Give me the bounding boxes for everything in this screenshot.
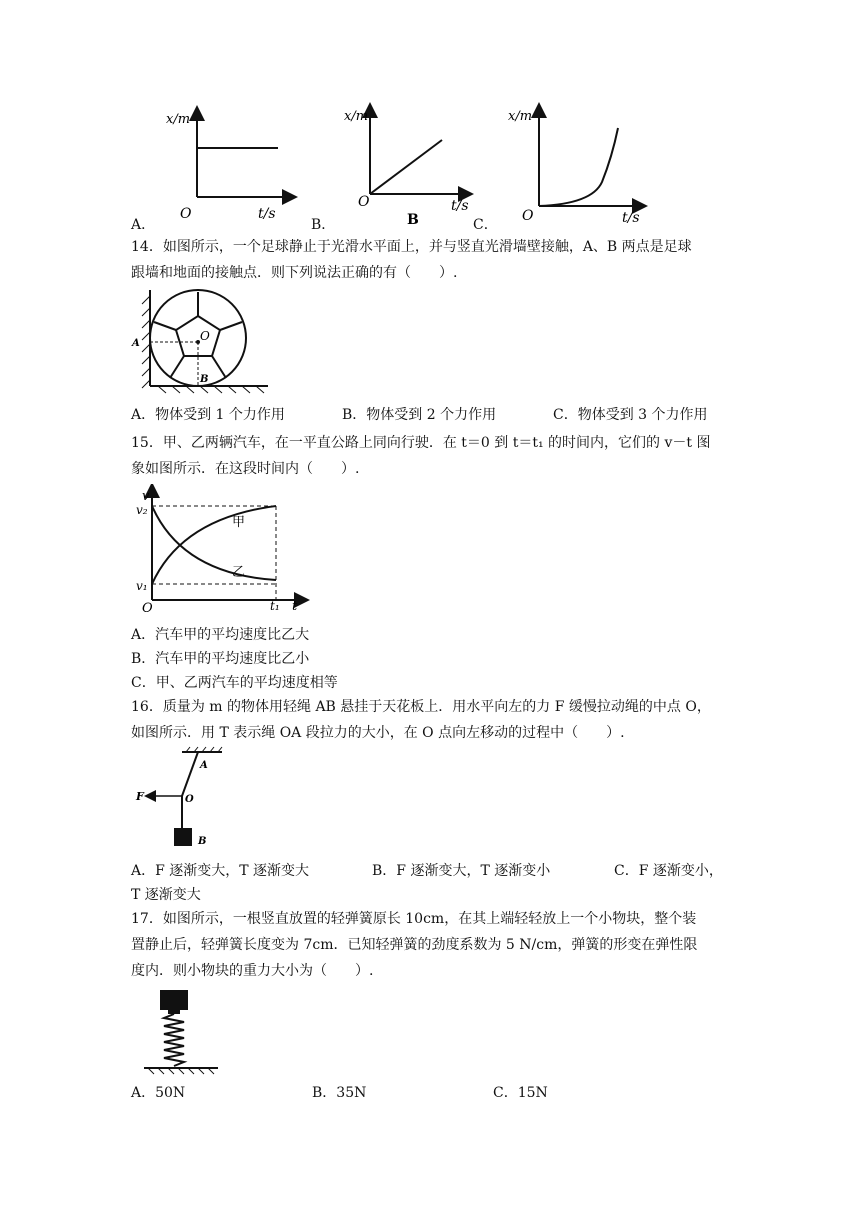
- q14-option-a[interactable]: A．物体受到 1 个力作用: [131, 407, 285, 423]
- q13-c-ylabel: x/m: [508, 109, 533, 124]
- q16-option-c[interactable]: C．F 逐渐变小，: [614, 863, 723, 879]
- q15-curve-jia: [152, 506, 276, 584]
- q16-figure-rope: [134, 746, 244, 852]
- q15-fig-v: v: [142, 489, 150, 504]
- q13-a-origin: O: [180, 206, 192, 222]
- q13-b-ylabel: x/m: [344, 109, 369, 124]
- q16-fig-a: A: [200, 760, 208, 771]
- q16-fig-o: O: [185, 794, 194, 805]
- q14-fig-point-a: A: [132, 338, 140, 349]
- q16-option-b[interactable]: B．F 逐渐变大，T 逐渐变小: [372, 863, 551, 879]
- q17-option-b[interactable]: B．35N: [312, 1085, 367, 1101]
- q15-option-a[interactable]: A．汽车甲的平均速度比乙大: [131, 627, 310, 643]
- q14-option-c[interactable]: C．物体受到 3 个力作用: [553, 407, 708, 423]
- q17-spring-coil: [164, 1014, 184, 1066]
- q13-option-a-label: A．: [131, 217, 156, 233]
- q14-option-b[interactable]: B．物体受到 2 个力作用: [342, 407, 497, 423]
- q13-graph-c: [502, 102, 652, 227]
- q13-b-tag: B: [407, 212, 419, 225]
- q13-graph-b: [338, 100, 478, 225]
- q15-fig-yi: 乙: [232, 565, 246, 580]
- q17-option-c[interactable]: C．15N: [493, 1085, 548, 1101]
- q13-c-curve: [539, 128, 618, 206]
- q13-graph-a: [160, 105, 300, 227]
- q14-fig-point-b: B: [200, 374, 209, 385]
- q15-fig-v1: v₁: [136, 579, 148, 593]
- q14-figure-football: [128, 286, 278, 394]
- q15-fig-t: t: [292, 599, 298, 614]
- q14-text-line2: 跟墙和地面的接触点．则下列说法正确的有（ ）.: [131, 265, 458, 281]
- q17-text-line2: 置静止后，轻弹簧长度变为 7cm．已知轻弹簧的劲度系数为 5 N/cm，弹簧的形变在弹性限: [131, 937, 698, 953]
- q13-c-xlabel: t/s: [622, 210, 640, 226]
- q15-figure-vt-graph: [132, 484, 312, 616]
- q13-a-xlabel: t/s: [258, 206, 276, 222]
- q13-b-line: [370, 140, 442, 194]
- q13-b-origin: O: [358, 194, 370, 210]
- q13-option-c-label: C．: [473, 217, 498, 233]
- q15-option-c[interactable]: C．甲、乙两汽车的平均速度相等: [131, 675, 338, 691]
- q17-text-line3: 度内．则小物块的重力大小为（ ）.: [131, 963, 374, 979]
- q16-fig-b: B: [198, 836, 207, 847]
- q13-option-b-label: B．: [311, 217, 336, 233]
- q17-text-line1: 17．如图所示，一根竖直放置的轻弹簧原长 10cm，在其上端轻轻放上一个小物块，整个装: [131, 911, 697, 927]
- q15-fig-jia: 甲: [232, 515, 246, 530]
- q16-option-a[interactable]: A．F 逐渐变大，T 逐渐变大: [131, 863, 310, 879]
- q16-text-line2: 如图所示．用 T 表示绳 OA 段拉力的大小，在 O 点向左移动的过程中（ ）.: [131, 725, 625, 741]
- q15-fig-t1: t₁: [270, 599, 280, 613]
- q15-fig-v2: v₂: [136, 503, 148, 517]
- q15-option-b[interactable]: B．汽车甲的平均速度比乙小: [131, 651, 310, 667]
- q14-text-line1: 14．如图所示，一个足球静止于光滑水平面上，并与竖直光滑墙壁接触，A、B 两点是足球: [131, 239, 692, 255]
- q16-text-line1: 16．质量为 m 的物体用轻绳 AB 悬挂于天花板上．用水平向左的力 F 缓慢拉动绳的中点 O，: [131, 699, 711, 715]
- q15-fig-origin: O: [142, 601, 153, 616]
- q13-b-xlabel: t/s: [451, 198, 469, 214]
- q13-a-ylabel: x/m: [166, 112, 191, 127]
- q15-curve-yi: [152, 506, 276, 580]
- q15-text-line1: 15．甲、乙两辆汽车，在一平直公路上同向行驶．在 t＝0 到 t＝t₁ 的时间内，它们的 v－t 图: [131, 435, 711, 451]
- q16-fig-f: F: [136, 790, 144, 803]
- q15-text-line2: 象如图所示．在这段时间内（ ）.: [131, 461, 360, 477]
- q17-option-a[interactable]: A．50N: [131, 1085, 186, 1101]
- q14-fig-center-label: O: [200, 329, 210, 343]
- q17-figure-spring: [136, 986, 226, 1076]
- q13-c-origin: O: [522, 208, 534, 224]
- q16-option-c-continued[interactable]: T 逐渐变大: [131, 887, 201, 903]
